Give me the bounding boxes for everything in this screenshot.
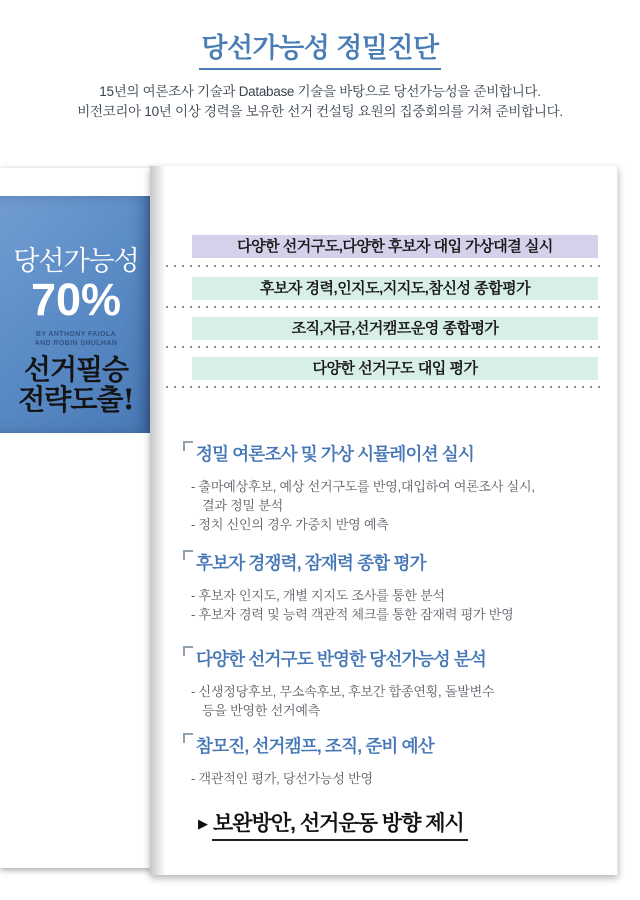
subtitle-line-1: 15년의 여론조사 기술과 Database 기술을 바탕으로 당선가능성을 준비합니다. <box>99 84 541 99</box>
page-title: 당선가능성 정밀진단 <box>199 26 440 70</box>
cta-direction <box>198 812 468 841</box>
bullet-line-continuation: 결과 정밀 분석 <box>202 498 283 513</box>
bullet-line: - 출마예상후보, 예상 선거구도를 반영,대입하여 여론조사 실시, <box>191 479 535 494</box>
dotted-separator <box>166 386 602 388</box>
dotted-separator <box>166 346 602 348</box>
triangle-arrow-icon: ▶ <box>198 816 208 831</box>
section-bullets <box>183 586 607 624</box>
section-title: 후보자 경쟁력, 잠재력 종합 평가 <box>196 553 426 573</box>
section-title: 정밀 여론조사 및 가상 시뮬레이션 실시 <box>196 444 474 464</box>
book-cover <box>0 196 152 433</box>
cta-label: 보완방안, 선거운동 방향 제시 <box>212 812 468 841</box>
bullet-line: - 후보자 경력 및 능력 객관적 체크를 통한 잠재력 평가 반영 <box>191 607 514 622</box>
section-title: 다양한 선거구도 반영한 당선가능성 분석 <box>196 649 487 669</box>
bullet-line: - 정치 신인의 경우 가중치 반영 예측 <box>191 517 389 532</box>
cover-slogan-line-2: 전략도출! <box>18 383 134 416</box>
subtitle-line-2: 비전코리아 10년 이상 경력을 보유한 선거 컨설팅 요원의 집중회의를 거쳐 준비합니다. <box>77 104 563 119</box>
cover-headline: 당선가능성 <box>13 246 139 276</box>
cover-byline <box>0 330 152 348</box>
corner-bracket-icon <box>183 733 193 743</box>
section-title: 참모진, 선거캠프, 조직, 준비 예산 <box>196 736 434 756</box>
section-candidate-competitiveness <box>183 550 607 624</box>
section-bullets <box>183 477 607 534</box>
page-title-wrap <box>0 26 640 70</box>
cover-slogan <box>0 355 152 415</box>
corner-bracket-icon <box>183 646 193 656</box>
cover-slogan-line-1: 선거필승 <box>23 353 129 386</box>
section-header <box>183 646 607 669</box>
bullet-line: - 신생정당후보, 무소속후보, 후보간 합종연횡, 돌발변수 <box>191 684 495 699</box>
section-bullets <box>183 682 607 720</box>
dotted-separator <box>166 265 602 267</box>
corner-bracket-icon <box>183 550 193 560</box>
section-bullets <box>183 769 607 788</box>
section-precision-survey <box>183 441 607 534</box>
cover-byline-line-2: AND ROBIN SHULHAN <box>34 340 118 347</box>
banner-constituency-evaluation: 다양한 선거구도 대입 평가 <box>192 357 598 380</box>
bullet-line: - 객관적인 평가, 당선가능성 반영 <box>191 771 373 786</box>
banner-virtual-match: 다양한 선거구도,다양한 후보자 대입 가상대결 실시 <box>192 235 598 258</box>
section-header <box>183 550 607 573</box>
section-constituency-analysis <box>183 646 607 720</box>
section-header <box>183 733 607 756</box>
banner-organization-evaluation: 조직,자금,선거캠프운영 종합평가 <box>192 317 598 340</box>
page-subtitle <box>0 82 640 122</box>
dotted-separator <box>166 306 602 308</box>
section-header <box>183 441 607 464</box>
corner-bracket-icon <box>183 441 193 451</box>
cover-percent-value: 70% <box>30 274 122 325</box>
section-campaign-resources <box>183 733 607 788</box>
bullet-line-continuation: 등을 반영한 선거예측 <box>202 703 321 718</box>
banner-candidate-evaluation: 후보자 경력,인지도,지지도,참신성 종합평가 <box>192 277 598 300</box>
cover-byline-line-1: BY ANTHONY FAIOLA <box>35 331 117 338</box>
bullet-line: - 후보자 인지도, 개별 지지도 조사를 통한 분석 <box>191 588 445 603</box>
